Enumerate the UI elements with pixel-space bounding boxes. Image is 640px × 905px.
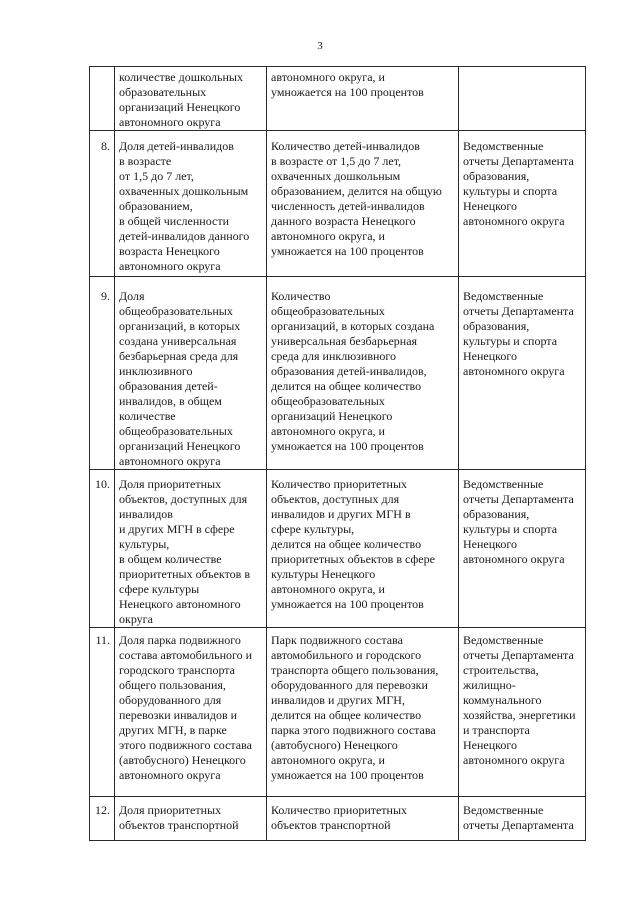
row-number xyxy=(90,67,115,131)
table-row xyxy=(90,628,586,797)
data-source: Ведомственные отчеты Департамента образования, культуры и спорта Ненецкого автономного округа xyxy=(459,131,586,277)
table-row xyxy=(90,67,586,131)
data-source: Ведомственные отчеты Департамента xyxy=(459,797,586,841)
row-number: 8. xyxy=(90,131,115,277)
table-row xyxy=(90,277,586,470)
row-number: 10. xyxy=(90,470,115,628)
row-number: 11. xyxy=(90,628,115,797)
calculation-method: автономного округа, и умножается на 100 процентов xyxy=(267,67,459,131)
row-number: 12. xyxy=(90,797,115,841)
indicator-name: Доля приоритетных объектов, доступных для инвалидов и других МГН в сфере культуры, в общем количестве приоритетных объектов в сфере культуры Ненецкого автономного округа xyxy=(115,470,267,628)
page-number: 3 xyxy=(317,40,323,52)
indicator-name: количестве дошкольных образовательных организаций Ненецкого автономного округа xyxy=(115,67,267,131)
calculation-method: Количество общеобразовательных организаций, в которых создана универсальная безбарьерная среда для инклюзивного образования детей-инвалидов, делится на общее количество общеобразовательных организаций Ненецкого автономного округа, и умножается на 100 процентов xyxy=(267,277,459,470)
indicator-name: Доля общеобразовательных организаций, в которых создана универсальная безбарьерная среда для инклюзивного образования детей- инвалидов, в общем количестве общеобразовательных организаций Ненецкого автономного округа xyxy=(115,277,267,470)
data-source: Ведомственные отчеты Департамента образования, культуры и спорта Ненецкого автономного округа xyxy=(459,277,586,470)
table-row xyxy=(90,797,586,841)
table-row xyxy=(90,131,586,277)
indicator-name: Доля парка подвижного состава автомобильного и городского транспорта общего пользования, оборудованного для перевозки инвалидов и других МГН, в парке этого подвижного состава (автобусного) Ненецкого автономного округа xyxy=(115,628,267,797)
calculation-method: Парк подвижного состава автомобильного и городского транспорта общего пользования, оборудованного для перевозки инвалидов и других МГН, делится на общее количество парка этого подвижного состава (автобусного) Ненецкого автономного округа, и умножается на 100 процентов xyxy=(267,628,459,797)
row-number: 9. xyxy=(90,277,115,470)
calculation-method: Количество детей-инвалидов в возрасте от 1,5 до 7 лет, охваченных дошкольным образованием, делится на общую численность детей-инвалидов данного возраста Ненецкого автономного округа, и умножается на 100 процентов xyxy=(267,131,459,277)
calculation-method: Количество приоритетных объектов, доступных для инвалидов и других МГН в сфере культуры, делится на общее количество приоритетных объектов в сфере культуры Ненецкого автономного округа, и умножается на 100 процентов xyxy=(267,470,459,628)
indicator-name: Доля детей-инвалидов в возрасте от 1,5 до 7 лет, охваченных дошкольным образованием, в общей численности детей-инвалидов данного возраста Ненецкого автономного округа xyxy=(115,131,267,277)
indicator-name: Доля приоритетных объектов транспортной xyxy=(115,797,267,841)
data-source: Ведомственные отчеты Департамента образования, культуры и спорта Ненецкого автономного округа xyxy=(459,470,586,628)
indicators-table xyxy=(89,66,586,841)
table-row xyxy=(90,470,586,628)
data-source: Ведомственные отчеты Департамента строительства, жилищно- коммунального хозяйства, энергетики и транспорта Ненецкого автономного округа xyxy=(459,628,586,797)
calculation-method: Количество приоритетных объектов транспортной xyxy=(267,797,459,841)
data-source xyxy=(459,67,586,131)
